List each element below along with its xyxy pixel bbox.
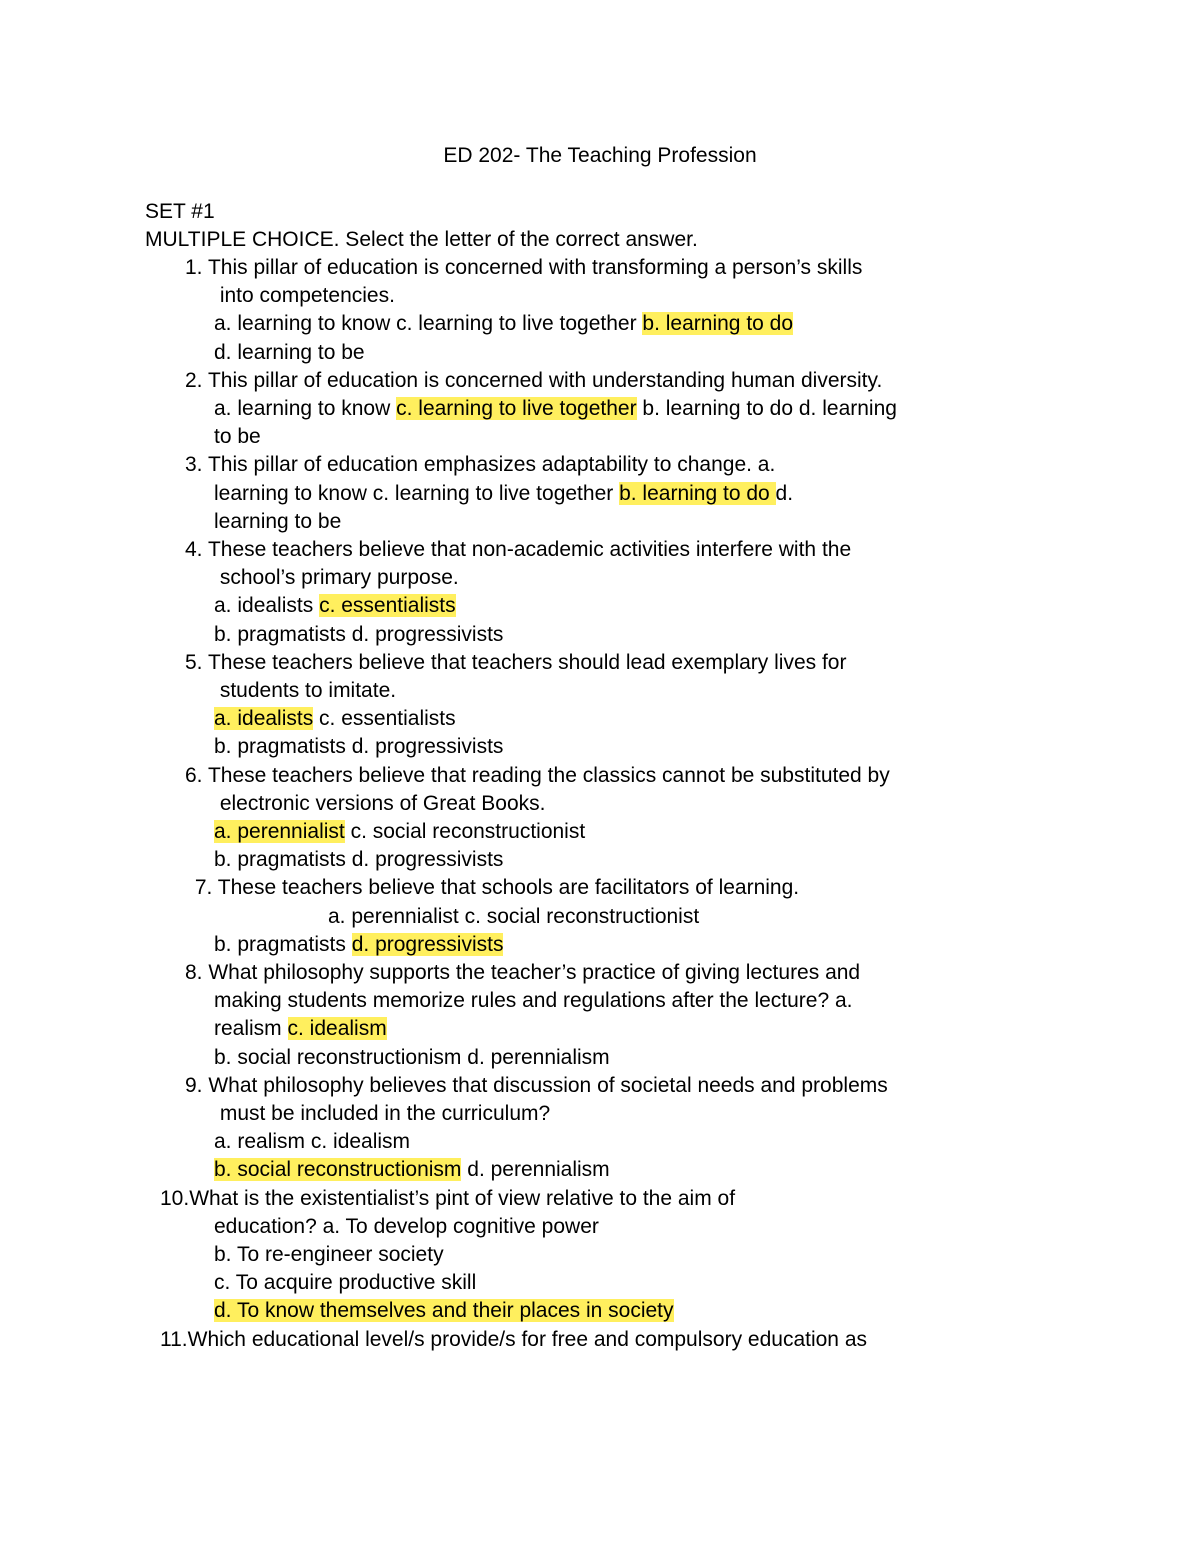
question-line — [185, 451, 775, 479]
question-line — [160, 1185, 735, 1213]
question-line — [214, 1269, 476, 1297]
line-text: 3. This pillar of education emphasizes adaptability to change. a. — [185, 453, 776, 477]
line-text: b. pragmatists d. progressivists — [214, 848, 504, 872]
question-line — [185, 959, 860, 987]
question-line — [185, 536, 851, 564]
line-text: b. social reconstructionism d. perennialism — [214, 1045, 610, 1069]
line-text: b. pragmatists d. progressivists — [214, 735, 504, 759]
line-text-after: c. social reconstructionist — [344, 820, 586, 843]
line-text: 5. These teachers believe that teachers should lead exemplary lives for — [185, 650, 847, 674]
question-line — [214, 310, 793, 338]
question-line — [214, 677, 396, 705]
question-line — [214, 987, 853, 1015]
question-line — [214, 1044, 610, 1072]
document-title: ED 202- The Teaching Profession — [443, 144, 757, 167]
line-text: b. pragmatists d. progressivists — [214, 622, 504, 646]
highlighted-answer: b. learning to do — [642, 312, 794, 336]
highlighted-answer: b. learning to do — [619, 481, 776, 505]
question-line — [214, 1128, 410, 1156]
line-text: 8. What philosophy supports the teacher’s practice of giving lectures and — [185, 961, 861, 984]
question-line — [214, 931, 503, 959]
question-line — [185, 762, 890, 790]
highlighted-answer: d. progressivists — [351, 932, 504, 956]
highlighted-answer: a. perennialist — [214, 820, 345, 843]
question-line — [214, 480, 793, 508]
highlighted-answer: d. To know themselves and their places in society — [214, 1299, 674, 1323]
line-text: electronic versions of Great Books. — [214, 791, 546, 815]
highlighted-answer: c. learning to live together — [396, 397, 637, 420]
highlighted-answer: b. social reconstructionism — [214, 1158, 462, 1182]
question-line — [214, 508, 341, 536]
line-text: education? a. To develop cognitive power — [214, 1214, 599, 1238]
line-text: 2. This pillar of education is concerned with understanding human diversity. — [185, 368, 883, 392]
question-line — [214, 1015, 387, 1043]
question-line — [185, 367, 882, 395]
line-text-after: b. learning to do d. learning — [636, 397, 897, 420]
question-line — [189, 874, 799, 902]
line-text: learning to be — [214, 509, 342, 533]
highlighted-answer: a. idealists — [214, 707, 314, 731]
instructions: MULTIPLE CHOICE. Select the letter of the correct answer. — [145, 228, 698, 251]
question-line — [328, 903, 699, 931]
question-line — [214, 1241, 444, 1269]
line-text-after: d. — [775, 481, 794, 505]
highlighted-answer: c. essentialists — [319, 594, 456, 618]
question-line — [214, 790, 545, 818]
line-text: 10.What is the existentialist’s pint of view relative to the aim of — [160, 1186, 736, 1210]
line-text: school’s primary purpose. — [214, 566, 459, 590]
line-text-after: d. perennialism — [461, 1158, 610, 1182]
line-text: students to imitate. — [214, 679, 397, 702]
question-line — [214, 705, 456, 733]
question-line — [214, 1213, 599, 1241]
question-line — [185, 649, 846, 677]
question-line — [214, 395, 897, 423]
line-text: a. learning to know — [214, 397, 397, 420]
line-text: to be — [214, 425, 261, 449]
line-text: b. pragmatists — [214, 932, 352, 956]
question-line — [214, 1100, 550, 1128]
line-text: realism — [214, 1017, 288, 1041]
question-line — [214, 339, 365, 367]
line-text: must be included in the curriculum? — [214, 1102, 551, 1125]
question-line — [214, 733, 503, 761]
highlighted-answer: c. idealism — [287, 1017, 387, 1041]
line-text-after: c. essentialists — [313, 707, 456, 731]
line-text: making students memorize rules and regulations after the lecture? a. — [214, 989, 853, 1013]
line-text: a. idealists — [214, 594, 320, 618]
question-line — [214, 621, 503, 649]
question-line — [214, 423, 261, 451]
line-text: a. realism c. idealism — [214, 1130, 411, 1154]
question-line — [214, 846, 503, 874]
question-line — [214, 592, 456, 620]
line-text: 1. This pillar of education is concerned with transforming a person’s skills — [185, 256, 863, 279]
question-line — [214, 818, 585, 846]
line-text: a. learning to know c. learning to live together — [214, 312, 643, 336]
line-text: 7. These teachers believe that schools are facilitators of learning. — [189, 876, 800, 900]
question-line — [185, 1072, 888, 1100]
line-text: c. To acquire productive skill — [214, 1271, 477, 1295]
question-line — [214, 564, 459, 592]
question-line — [214, 282, 395, 310]
line-text: 9. What philosophy believes that discussion of societal needs and problems — [185, 1073, 888, 1097]
question-line — [214, 1297, 674, 1325]
line-text: 4. These teachers believe that non-academic activities interfere with the — [185, 538, 852, 561]
line-text: learning to know c. learning to live together — [214, 481, 620, 505]
line-text: 6. These teachers believe that reading the classics cannot be substituted by — [185, 763, 890, 787]
question-line — [160, 1326, 867, 1354]
line-text: a. perennialist c. social reconstructionist — [328, 904, 700, 928]
question-line — [185, 254, 862, 282]
question-line — [214, 1156, 610, 1184]
line-text: d. learning to be — [214, 340, 365, 364]
set-label: SET #1 — [145, 200, 215, 223]
line-text: 11.Which educational level/s provide/s for free and compulsory education as — [160, 1327, 867, 1351]
line-text: b. To re-engineer society — [214, 1243, 444, 1266]
line-text: into competencies. — [214, 284, 395, 308]
